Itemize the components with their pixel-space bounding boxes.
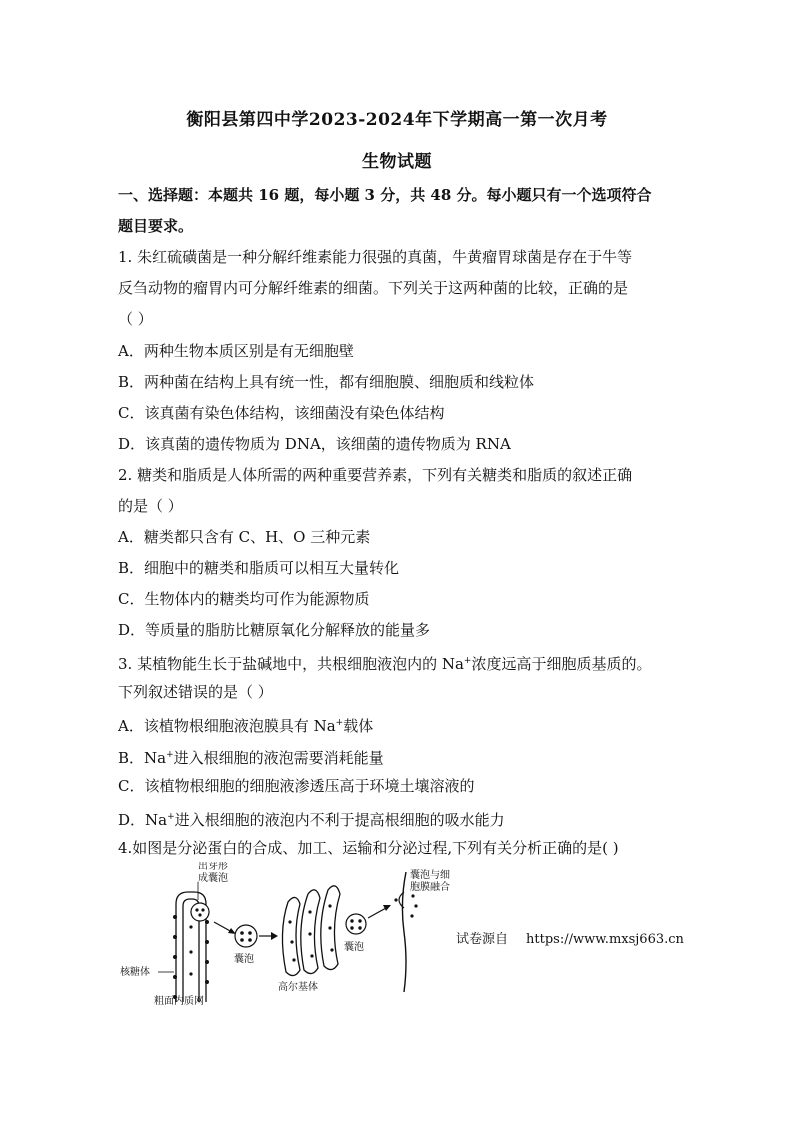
source-url[interactable]: https://www.mxsj663.cn bbox=[526, 932, 684, 947]
vesicle-2 bbox=[346, 914, 366, 934]
label-ribosome: 核糖体 bbox=[120, 967, 150, 978]
label-vesicle-2: 囊泡 bbox=[344, 942, 364, 953]
section-heading-line2: 题目要求。 bbox=[118, 217, 194, 235]
q3-option-d: D．Na+进入根细胞的液泡内不利于提高根细胞的吸水能力 bbox=[118, 811, 505, 829]
q1-option-a: A．两种生物本质区别是有无细胞壁 bbox=[118, 342, 354, 360]
q3-option-b: B．Na+进入根细胞的液泡需要消耗能量 bbox=[118, 749, 384, 767]
exam-title: 衡阳县第四中学2023-2024年下学期高一第一次月考 bbox=[186, 110, 608, 130]
label-bud-line1: 出芽形 bbox=[198, 862, 228, 872]
q2-stem-line2: 的是（ ） bbox=[118, 497, 183, 515]
q3-option-a: A．该植物根细胞液泡膜具有 Na+载体 bbox=[118, 717, 374, 735]
exam-subtitle: 生物试题 bbox=[362, 152, 432, 172]
q1-option-b: B．两种菌在结构上具有统一性，都有细胞膜、细胞质和线粒体 bbox=[118, 373, 535, 391]
cell-membrane bbox=[402, 872, 406, 992]
q1-stem-line2: 反刍动物的瘤胃内可分解纤维素的细菌。下列关于这两种菌的比较，正确的是 bbox=[118, 279, 629, 297]
label-fusion-line2: 胞膜融合 bbox=[410, 882, 450, 893]
q3-stem-line2: 下列叙述错误的是（ ） bbox=[118, 683, 273, 701]
q4-stem-line1: 4.如图是分泌蛋白的合成、加工、运输和分泌过程,下列有关分析正确的是( ) bbox=[118, 839, 619, 857]
q1-stem-line1: 1. 朱红硫磺菌是一种分解纤维素能力很强的真菌，牛黄瘤胃球菌是存在于牛等 bbox=[118, 248, 633, 266]
q3-option-c: C．该植物根细胞的细胞液渗透压高于环境土壤溶液的 bbox=[118, 777, 475, 795]
q3-stem-line1: 3. 某植物能生长于盐碱地中，共根细胞液泡内的 Na+浓度远高于细胞质基质的。 bbox=[118, 655, 652, 673]
q2-option-d: D．等质量的脂肪比糖原氧化分解释放的能量多 bbox=[118, 621, 431, 639]
q2-stem-line1: 2. 糖类和脂质是人体所需的两种重要营养素，下列有关糖类和脂质的叙述正确 bbox=[118, 466, 633, 484]
label-golgi: 高尔基体 bbox=[278, 982, 318, 993]
q2-option-a: A．糖类都只含有 C、H、O 三种元素 bbox=[118, 528, 371, 546]
budding-vesicle bbox=[191, 903, 209, 921]
vesicle-1 bbox=[235, 925, 257, 947]
q1-option-d: D．该真菌的遗传物质为 DNA，该细菌的遗传物质为 RNA bbox=[118, 435, 511, 453]
section-heading-line1: 一、选择题：本题共 16 题，每小题 3 分，共 48 分。每小题只有一个选项符合 bbox=[118, 186, 652, 204]
source-label: 试卷源自 bbox=[456, 932, 509, 947]
label-rough-er: 粗面内质网 bbox=[154, 996, 204, 1007]
ribosome-dots bbox=[173, 915, 209, 999]
label-vesicle-1: 囊泡 bbox=[234, 954, 254, 965]
q1-option-c: C．该真菌有染色体结构，该细菌没有染色体结构 bbox=[118, 404, 445, 422]
label-bud-line2: 成囊泡 bbox=[198, 873, 228, 884]
source-attribution bbox=[456, 928, 684, 947]
q1-stem-line3: （ ） bbox=[118, 310, 153, 328]
golgi-stack bbox=[282, 886, 340, 976]
q2-option-c: C．生物体内的糖类均可作为能源物质 bbox=[118, 590, 370, 608]
label-fusion-line1: 囊泡与细 bbox=[410, 870, 450, 881]
q2-option-b: B．细胞中的糖类和脂质可以相互大量转化 bbox=[118, 559, 400, 577]
